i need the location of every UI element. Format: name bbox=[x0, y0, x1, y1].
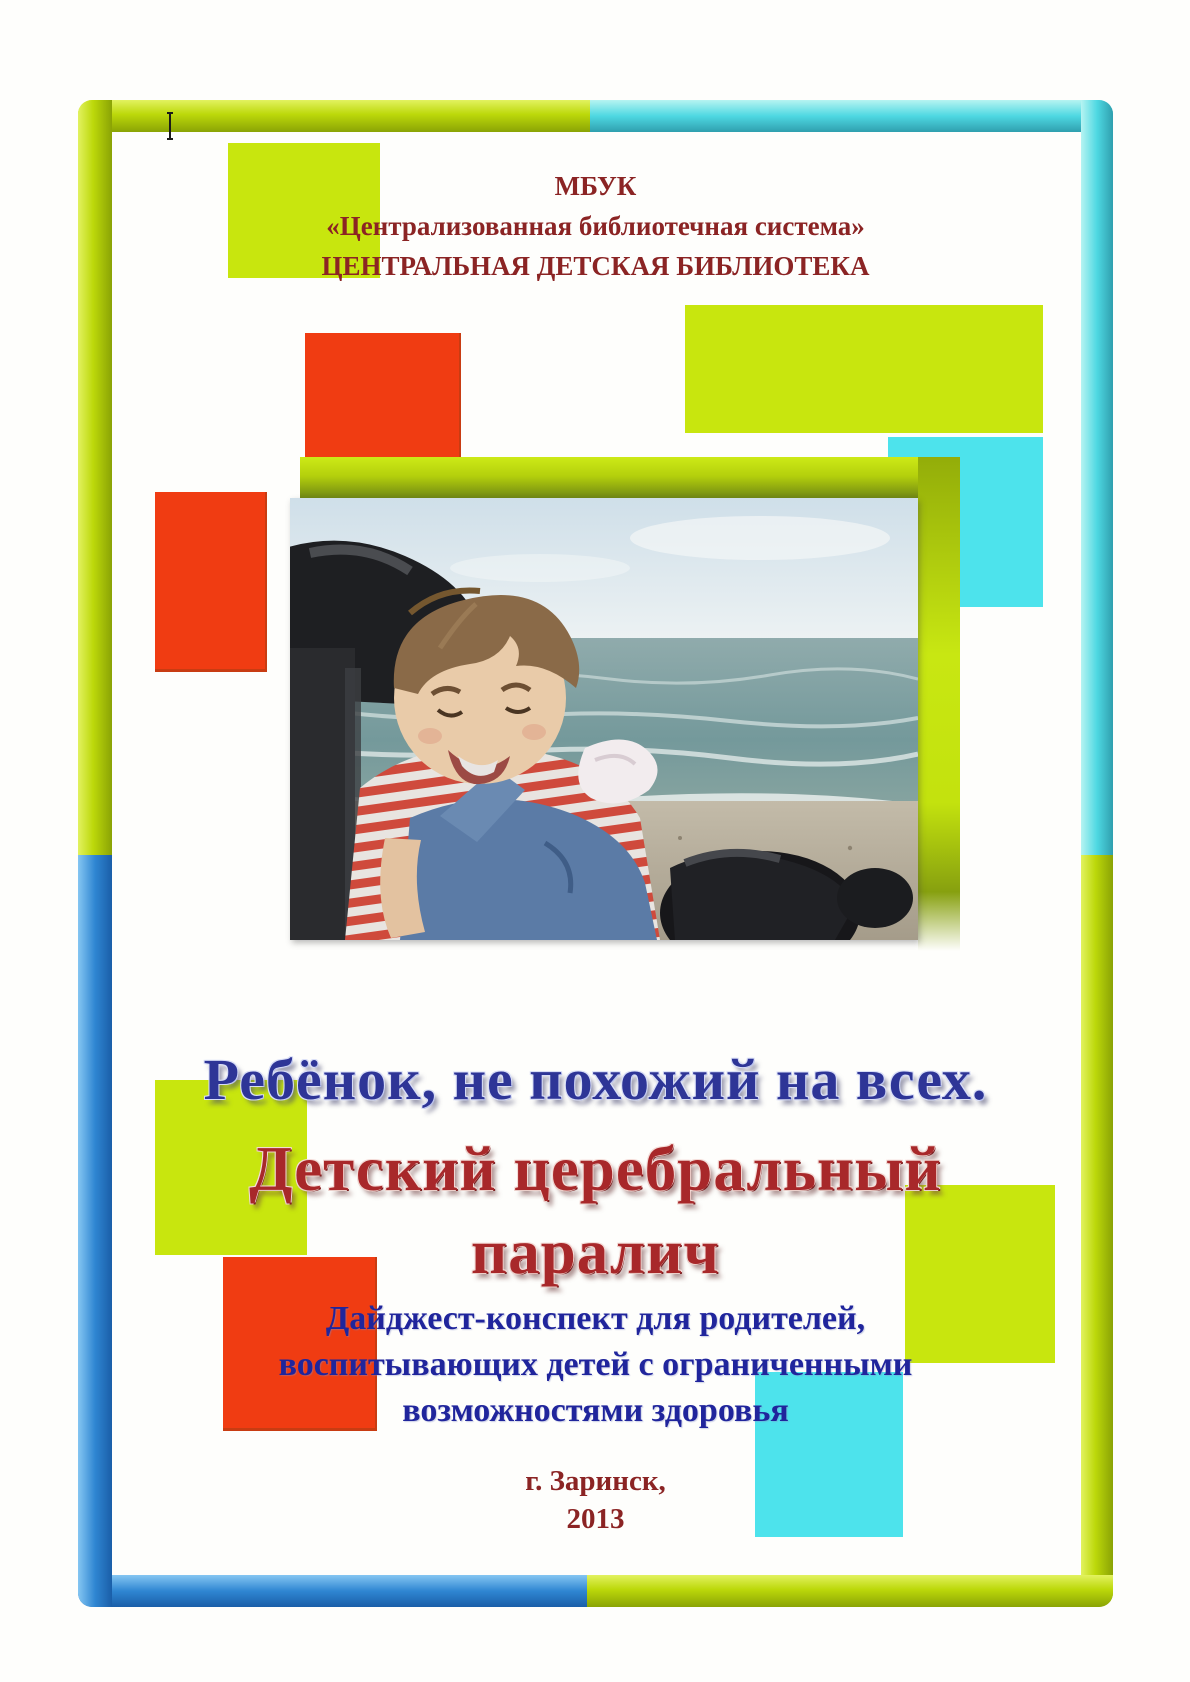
decor-square-red-left bbox=[155, 492, 267, 672]
header-org-type: МБУК bbox=[554, 171, 637, 201]
cover-title bbox=[78, 1045, 1113, 1293]
child-beach-photo bbox=[290, 498, 918, 940]
frame-bottom-blue bbox=[78, 1575, 587, 1607]
title-line-red-2: паралич bbox=[470, 1217, 721, 1287]
decor-square-chartreuse-top-right bbox=[685, 305, 1043, 433]
child-beach-photo-graphic bbox=[290, 498, 918, 940]
title-line-red-1: Детский церебральный bbox=[249, 1134, 942, 1204]
frame-bottom-green bbox=[587, 1575, 1113, 1607]
title-line-blue: Ребёнок, не похожий на всех. bbox=[203, 1047, 988, 1112]
library-header bbox=[78, 166, 1113, 286]
imprint-city: г. Заринск, bbox=[525, 1465, 666, 1497]
header-library-name: ЦЕНТРАЛЬНАЯ ДЕТСКАЯ БИБЛИОТЕКА bbox=[321, 251, 870, 281]
imprint bbox=[78, 1462, 1113, 1538]
photo-backdrop-band bbox=[300, 457, 960, 499]
frame-top-cyan bbox=[590, 100, 1113, 132]
subtitle-line-2: воспитывающих детей с ограниченными bbox=[278, 1346, 913, 1383]
frame-top-green bbox=[78, 100, 590, 132]
header-org-name: «Централизованная библиотечная система» bbox=[326, 211, 865, 241]
text-cursor-artifact bbox=[169, 112, 171, 140]
subtitle-line-3: возможностями здоровья bbox=[402, 1392, 789, 1429]
photo-backdrop-strip bbox=[918, 457, 960, 951]
subtitle-line-1: Дайджест-конспект для родителей, bbox=[325, 1300, 866, 1337]
decor-square-red-upper bbox=[305, 333, 461, 461]
imprint-year: 2013 bbox=[566, 1503, 625, 1535]
cover-subtitle bbox=[78, 1296, 1113, 1434]
